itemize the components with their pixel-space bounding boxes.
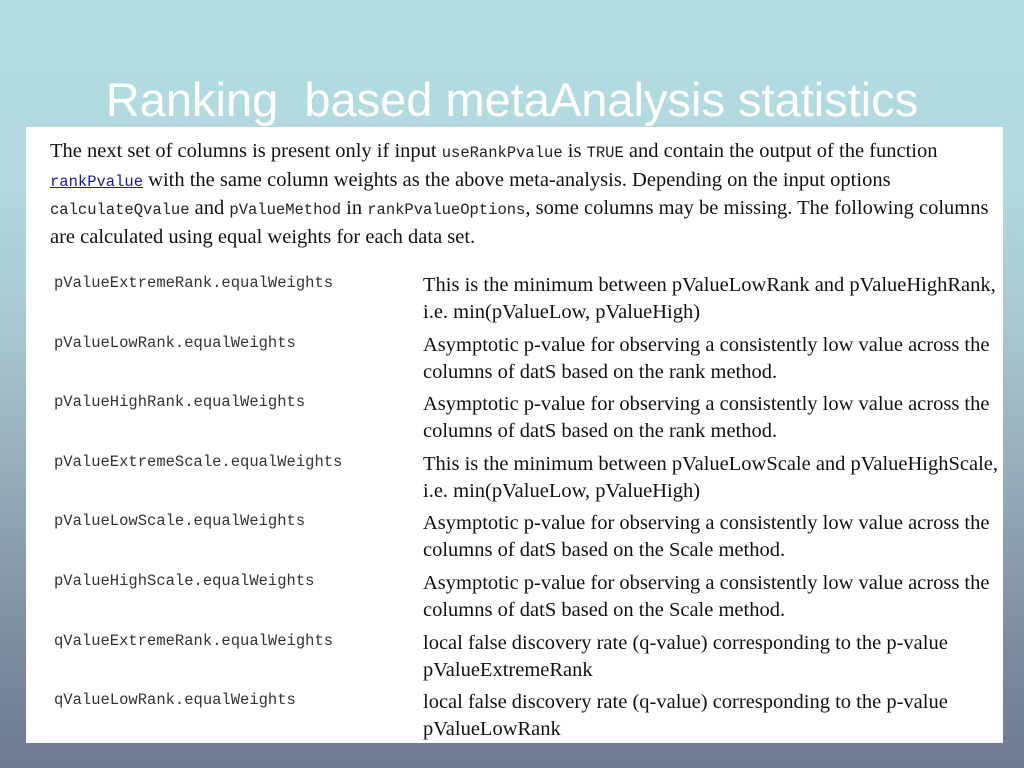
intro-paragraph bbox=[50, 138, 1002, 250]
definition-row bbox=[26, 327, 1003, 387]
content-panel bbox=[26, 127, 1003, 743]
intro-text-2: is bbox=[562, 140, 587, 162]
definition-description: local false discovery rate (q-value) corresponding to the p-value pValueExtremeRank bbox=[423, 631, 948, 681]
definition-description: local false discovery rate (q-value) corresponding to the p-value pValueLowRank bbox=[423, 691, 948, 741]
code-pvalue-method: pValueMethod bbox=[229, 201, 342, 219]
definition-description: Asymptotic p-value for observing a consistently low value across the columns of datS based on the Scale method. bbox=[423, 571, 990, 621]
definition-description: Asymptotic p-value for observing a consistently low value across the columns of datS based on the Scale method. bbox=[423, 512, 990, 562]
definition-term: pValueExtremeScale.equalWeights bbox=[54, 452, 343, 471]
definition-row bbox=[26, 446, 1003, 506]
definition-row bbox=[26, 625, 1003, 685]
intro-text-5: and bbox=[189, 197, 230, 219]
intro-text-3: and contain the output of the function bbox=[623, 140, 938, 162]
definition-term: qValueExtremeRank.equalWeights bbox=[54, 631, 334, 650]
definition-term: pValueLowScale.equalWeights bbox=[54, 512, 306, 531]
definition-list bbox=[26, 267, 1003, 743]
definition-row bbox=[26, 505, 1003, 565]
definition-term: pValueHighRank.equalWeights bbox=[54, 393, 306, 412]
intro-text-4: with the same column weights as the above meta-analysis. Depending on the input options bbox=[143, 168, 891, 191]
code-rank-pvalue-options: rankPvalueOptions bbox=[367, 201, 526, 219]
code-true: TRUE bbox=[586, 144, 624, 162]
definition-term: pValueLowRank.equalWeights bbox=[54, 333, 296, 352]
intro-text-6: in bbox=[341, 197, 368, 219]
definition-term: pValueExtremeRank.equalWeights bbox=[54, 274, 334, 292]
intro-text-1: The next set of columns is present only if input bbox=[50, 140, 442, 162]
code-use-rank-pvalue: useRankPvalue bbox=[441, 144, 563, 162]
rank-pvalue-link[interactable]: rankPvalue bbox=[50, 172, 144, 191]
definition-row bbox=[26, 684, 1003, 743]
code-calculate-qvalue: calculateQvalue bbox=[50, 201, 190, 219]
definition-row bbox=[26, 386, 1003, 446]
definition-description: Asymptotic p-value for observing a consistently low value across the columns of datS based on the rank method. bbox=[423, 393, 990, 443]
definition-description: This is the minimum between pValueLowRank and pValueHighRank, i.e. min(pValueLow, pValueHigh) bbox=[423, 274, 996, 323]
definition-description: Asymptotic p-value for observing a consistently low value across the columns of datS based on the rank method. bbox=[423, 333, 990, 383]
slide-title: Ranking based metaAnalysis statistics bbox=[105, 73, 919, 126]
definition-row bbox=[26, 565, 1003, 625]
definition-term: qValueLowRank.equalWeights bbox=[54, 691, 296, 710]
definition-row bbox=[26, 267, 1003, 327]
definition-description: This is the minimum between pValueLowScale and pValueHighScale, i.e. min(pValueLow, pValueHigh) bbox=[423, 452, 999, 502]
definition-term: pValueHighScale.equalWeights bbox=[54, 571, 315, 590]
intro-text-7: , some columns may be missing. The following columns are calculated using equal weights for each data set. bbox=[50, 197, 989, 248]
